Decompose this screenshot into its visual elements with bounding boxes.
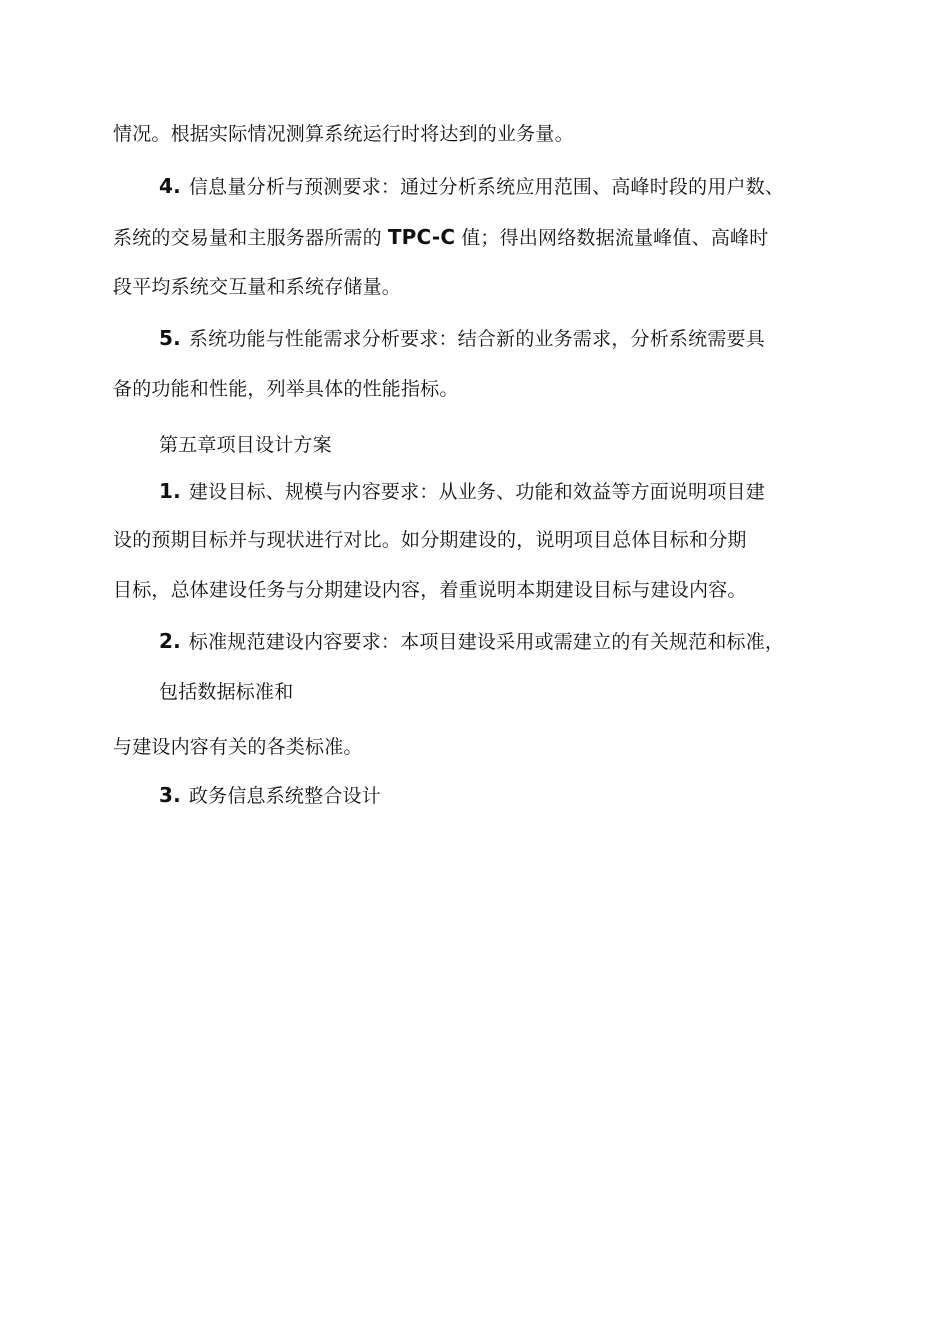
paragraph-line — [113, 224, 768, 251]
line-text: 建设目标、规模与内容要求：从业务、功能和效益等方面说明项目建 — [188, 481, 765, 503]
line-text: 备的功能和性能，列举具体的性能指标。 — [113, 378, 459, 400]
line-text: 情况。根据实际情况测算系统运行时将达到的业务量。 — [113, 123, 574, 145]
tpc-c-term: TPC-C — [387, 225, 456, 249]
line-text: 段平均系统交互量和系统存储量。 — [113, 276, 402, 298]
line-text: 系统的交易量和主服务器所需的 — [113, 227, 382, 249]
list-number: 3. — [159, 783, 181, 807]
list-number: 1. — [159, 479, 181, 503]
line-text: 政务信息系统整合设计 — [188, 785, 381, 807]
list-item-3 — [159, 782, 381, 809]
line-text: 信息量分析与预测要求：通过分析系统应用范围、高峰时段的用户数、 — [188, 176, 785, 198]
list-item-2 — [159, 628, 784, 655]
list-number: 4. — [159, 174, 181, 198]
paragraph-line — [113, 121, 574, 147]
line-text: 与建设内容有关的各类标准。 — [113, 736, 363, 758]
list-item-1 — [159, 478, 765, 505]
paragraph-line — [113, 376, 459, 402]
list-item-4 — [159, 173, 784, 200]
paragraph-line — [113, 577, 747, 603]
list-number: 2. — [159, 629, 181, 653]
paragraph-line — [113, 734, 363, 760]
paragraph-line — [159, 679, 293, 705]
line-text: 值；得出网络数据流量峰值、高峰时 — [461, 227, 769, 249]
line-text: 第五章项目设计方案 — [159, 434, 332, 456]
line-text: 包括数据标准和 — [159, 681, 294, 703]
line-text: 标准规范建设内容要求：本项目建设采用或需建立的有关规范和标准， — [188, 631, 785, 653]
line-text: 设的预期目标并与现状进行对比。如分期建设的，说明项目总体目标和分期 — [113, 529, 747, 551]
paragraph-line — [113, 274, 401, 300]
line-text: 目标，总体建设任务与分期建设内容，着重说明本期建设目标与建设内容。 — [113, 579, 747, 601]
chapter-heading — [159, 432, 332, 458]
list-number: 5. — [159, 326, 181, 350]
line-text: 系统功能与性能需求分析要求：结合新的业务需求，分析系统需要具 — [188, 328, 765, 350]
list-item-5 — [159, 325, 765, 352]
paragraph-line — [113, 527, 747, 553]
